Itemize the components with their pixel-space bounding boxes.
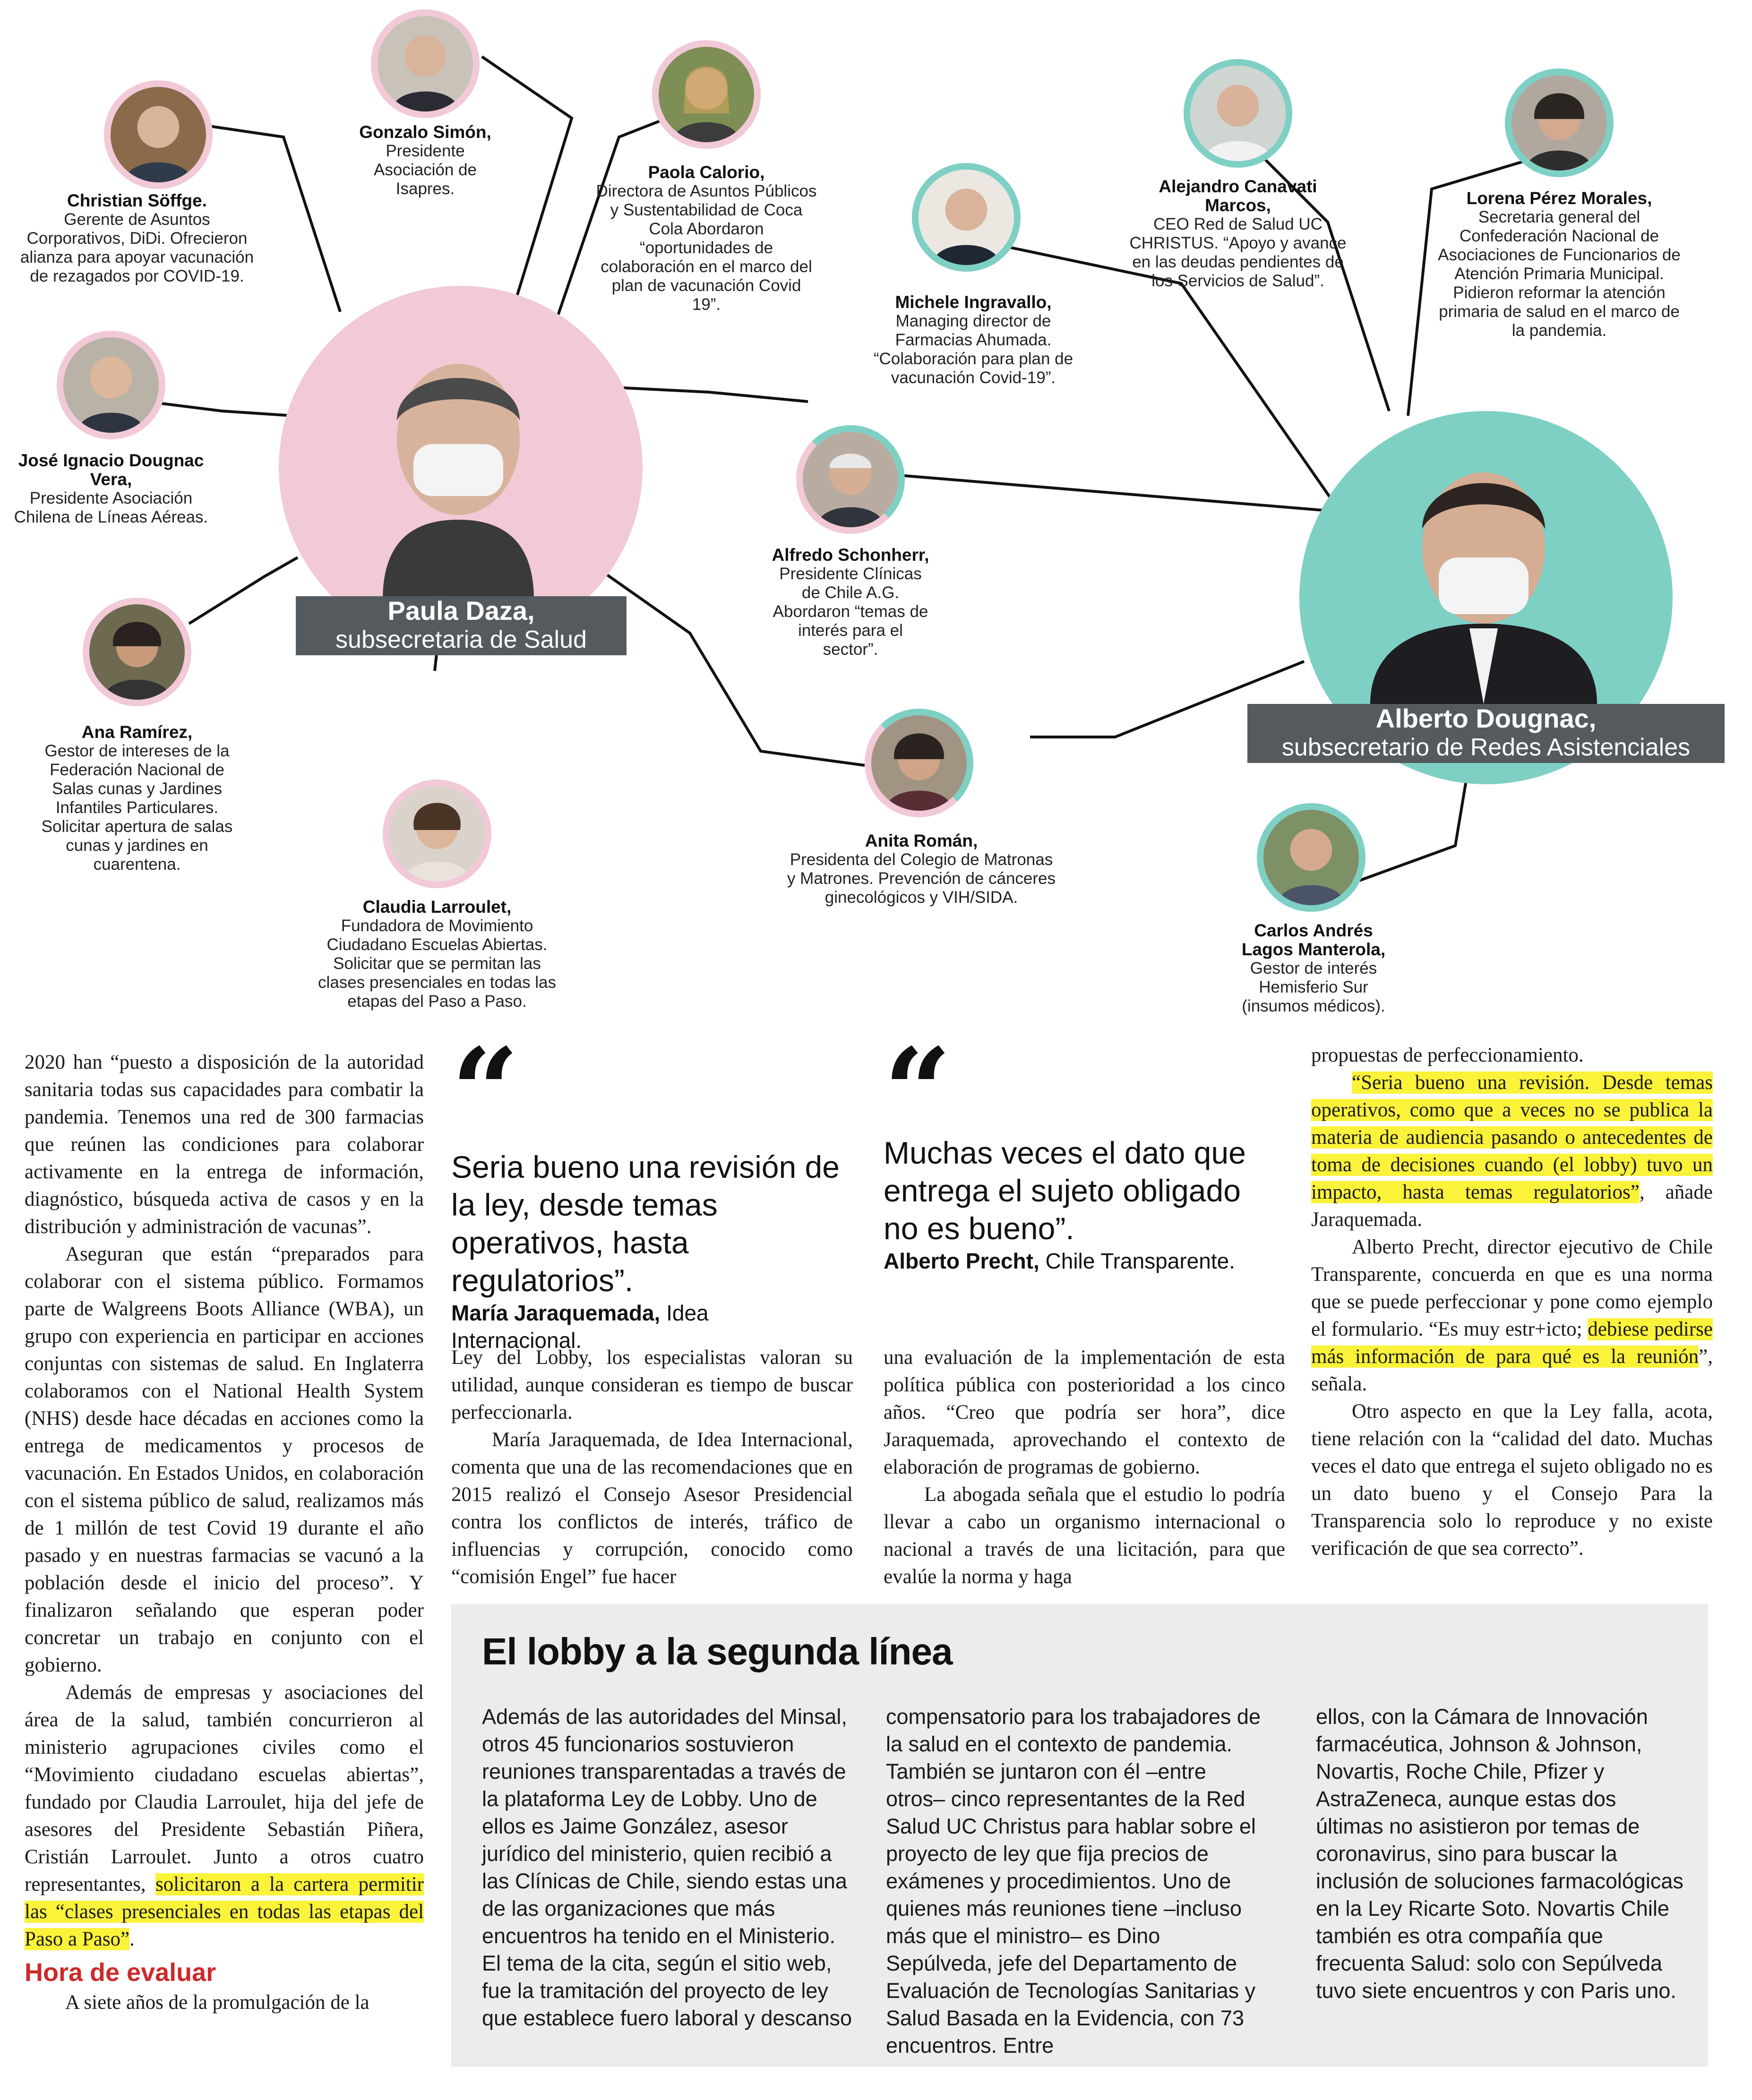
ingravallo-photo xyxy=(912,163,1021,272)
section-subhead: Hora de evaluar xyxy=(25,1958,216,1987)
quote-text: Muchas veces el dato que entrega el sujeto obligado no es bueno”. xyxy=(884,1135,1246,1246)
paragraph: Alberto Precht, director ejecutivo de Chile Transparente, concuerda en que es una norma que se puede perfeccionar y pone como ejemplo el formulario. “Es muy estr+icto; debiese pedirse más información de para qué es la reunión”, señala. xyxy=(1311,1236,1713,1395)
dougnac-vera-name: José Ignacio Dougnac Vera, xyxy=(18,451,204,489)
schonherr-name: Alfredo Schonherr, xyxy=(772,545,929,565)
calorio-name: Paola Calorio, xyxy=(648,163,765,182)
article-column-1 xyxy=(25,1049,424,2016)
simon-desc: Presidente Asociación de Isapres. xyxy=(374,142,477,198)
soffge-desc: Gerente de Asuntos Corporativos, DiDi. Ofrecieron alianza para apoyar vacunación de rezagados por COVID-19. xyxy=(20,210,254,285)
schonherr-photo xyxy=(796,425,905,534)
person-avatar-icon xyxy=(389,786,485,882)
box-column-2: compensatorio para los trabajadores de la salud en el contexto de pandemia. También se juntaron con él –entre otros– cinco representantes de la Red Salud UC Christus para hablar sobre el proyecto de ley que fija precios de exámenes y procedimientos. Uno de quienes más reuniones tiene –incluso más que el ministro– es Dino Sepúlveda, jefe del Departamento de Evaluación de Tecnologías Sanitarias y Salud Basada en la Evidencia, con 73 encuentros. Entre xyxy=(886,1705,1261,2057)
calorio-caption xyxy=(595,163,817,314)
ingravallo-desc: Managing director de Farmacias Ahumada. “Colaboración para plan de vacunación Covid-19”. xyxy=(873,312,1074,387)
calorio-desc: Directora de Asuntos Públicos y Sustentabilidad de Coca Cola Abordaron “oportunidades de colaboración en el marco del plan de vacunación Covid 19”. xyxy=(596,182,817,314)
calorio-photo xyxy=(652,40,761,149)
canavati-desc: CEO Red de Salud UC CHRISTUS. “Apoyo y avance en las deudas pendientes de los Servicios de Salud”. xyxy=(1129,215,1347,290)
simon-name: Gonzalo Simón, xyxy=(359,122,491,142)
lobby-network-graphic xyxy=(0,0,1752,1039)
quote-mark-icon: “ xyxy=(451,1022,519,1161)
daza-photo xyxy=(326,321,591,600)
highlighted-text: “Seria bueno una revisión. Desde temas operativos, como que a veces no se publica la materia de audiencia pasando o antecedentes de toma de decisiones cuando (el lobby) tuvo un impacto, hasta temas regulatorios” xyxy=(1311,1071,1713,1203)
dougnac-role: subsecretario de Redes Asistenciales xyxy=(1281,734,1691,761)
lagos-desc: Gestor de interés Hemisferio Sur (insumos médicos). xyxy=(1242,959,1385,1015)
canavati-caption xyxy=(1125,177,1351,291)
paragraph: A siete años de la promulgación de la xyxy=(65,1991,369,2014)
person-avatar-icon xyxy=(1263,810,1359,905)
highlighted-text: debiese pedirse más información de para qué es la reunión xyxy=(1311,1318,1713,1368)
person-avatar-icon xyxy=(63,337,159,433)
ramirez-photo xyxy=(83,598,191,706)
quote-text: Seria bueno una revisión de la ley, desde temas operativos, hasta regulatorios”. xyxy=(451,1149,840,1298)
larroulet-desc: Fundadora de Movimiento Ciudadano Escuelas Abiertas. Solicitar que se permitan las clases presenciales en todas las etapas del Paso a Paso. xyxy=(318,917,556,1011)
perez-desc: Secretaria general del Confederación Nacional de Asociaciones de Funcionarios de Atención Primaria Municipal. Pidieron reformar la atención primaria de salud en el marco de la pandemia. xyxy=(1438,208,1681,340)
soffge-name: Christian Söffge. xyxy=(67,191,207,210)
dougnac-name-bar xyxy=(1247,704,1725,763)
paragraph: propuestas de perfeccionamiento. xyxy=(1311,1044,1584,1066)
quote-attribution: María Jaraquemada, Idea Internacional. xyxy=(451,1301,709,1353)
dougnac-vera-desc: Presidente Asociación Chilena de Líneas Aéreas. xyxy=(14,489,208,526)
ingravallo-caption xyxy=(867,293,1080,387)
daza-name: Paula Daza, xyxy=(387,596,535,626)
ramirez-caption xyxy=(35,723,239,874)
simon-photo xyxy=(371,9,480,118)
person-avatar-icon xyxy=(111,87,206,182)
soffge-photo xyxy=(104,80,213,189)
person-avatar-icon xyxy=(378,16,473,111)
lagos-name: Carlos Andrés Lagos Manterola, xyxy=(1241,921,1386,959)
box-title: El lobby a la segunda línea xyxy=(482,1630,953,1672)
person-avatar-icon xyxy=(803,432,898,527)
canavati-name: Alejandro Canavati Marcos, xyxy=(1159,177,1317,215)
pull-quote-jaraquemada xyxy=(451,1022,843,1354)
roman-caption xyxy=(784,831,1058,907)
roman-photo xyxy=(865,709,973,817)
perez-photo xyxy=(1505,69,1614,177)
person-avatar-icon xyxy=(659,47,754,142)
paragraph: Ley del Lobby, los especialistas valoran su utilidad, aunque consideran es tiempo de buscar perfeccionarla. xyxy=(451,1346,853,1423)
pull-quote-precht xyxy=(884,1022,1276,1275)
quote-attribution: Alberto Precht, Chile Transparente. xyxy=(884,1249,1235,1273)
ramirez-name: Ana Ramírez, xyxy=(81,722,193,742)
larroulet-name: Claudia Larroulet, xyxy=(362,897,512,917)
quote-mark-icon: “ xyxy=(884,1022,952,1161)
person-avatar-icon xyxy=(1512,75,1607,171)
article-column-4 xyxy=(1311,1042,1713,1562)
paragraph: Además de empresas y asociaciones del área de la salud, también concurrieron al ministerio agrupaciones civiles como el “Movimiento ciudadano escuelas abiertas”, fundado por Claudia Larroulet, hija del jefe de asesores del Presidente Sebastián Piñera, Cristián Larroulet. Junto a otros cuatro representantes, solicitaron a la cartera permitir las “clases presenciales en todas las etapas del Paso a Paso”. xyxy=(25,1681,424,1950)
highlighted-text: solicitaron a la cartera permitir las “clases presenciales en todas las etapas del Paso a Paso” xyxy=(25,1873,424,1950)
perez-caption xyxy=(1436,189,1682,340)
larroulet-caption xyxy=(312,898,562,1011)
box-column-1: Además de las autoridades del Minsal, otros 45 funcionarios sostuvieron reuniones transparentadas a través de la plataforma Ley de Lobby. Uno de ellos es Jaime González, asesor jurídico del ministerio, quien recibió a las Clínicas de Chile, siendo estas una de las organizaciones que más encuentros ha tenido en el Ministerio. El tema de la cita, según el sitio web, fue la tramitación del proyecto de ley que establece fuero laboral y descanso xyxy=(482,1705,852,2030)
paragraph: La abogada señala que el estudio lo podría llevar a cabo un organismo internacional o nacional a través de una licitación, para que evalúe la norma y haga xyxy=(884,1483,1285,1588)
sidebar-box xyxy=(451,1604,1708,2067)
simon-caption xyxy=(345,123,506,198)
dougnac-vera-caption xyxy=(0,451,222,527)
person-silhouette-icon xyxy=(326,321,591,600)
lagos-photo xyxy=(1257,803,1366,912)
lagos-caption xyxy=(1228,921,1399,1016)
soffge-caption xyxy=(19,191,255,286)
box-column-3: ellos, con la Cámara de Innovación farmacéutica, Johnson & Johnson, Novartis, Roche Chile, Pfizer y AstraZeneca, aunque estas dos últimas no asistieron por temas de coronavirus, sino para buscar la inclusión de soluciones farmacológicas en la Ley Ricarte Soto. Novartis Chile también es otra compañía que frecuenta Salud: solo con Sepúlveda tuvo siete encuentros y con Paris uno. xyxy=(1316,1705,1683,2003)
paragraph: Aseguran que están “preparados para colaborar con el sistema público. Formamos parte de Walgreens Boots Alliance (WBA), un grupo con experiencia en participar en acciones conjuntas con sistemas de salud. En Inglaterra colaboramos con el National Health System (NHS) desde hace décadas en acciones como la entrega de medicamentos y procesos de vacunación. En Estados Unidos, en colaboración con el sistema público de salud, realizamos más de 1 millón de test Covid 19 durante el año pasado y en nuestras farmacias se vacunó a la población desde el inicio del proceso”. Y finalizaron señalando que esperan poder concretar un trabajo en conjunto con el gobierno. xyxy=(25,1243,424,1676)
daza-role: subsecretaria de Salud xyxy=(335,626,587,653)
person-avatar-icon xyxy=(919,170,1014,265)
schonherr-caption xyxy=(770,546,931,659)
larroulet-photo xyxy=(383,780,491,888)
canavati-photo xyxy=(1184,59,1292,168)
ingravallo-name: Michele Ingravallo, xyxy=(895,292,1052,312)
dougnac-vera-photo xyxy=(57,331,165,439)
article-column-2 xyxy=(451,1344,853,1591)
roman-desc: Presidenta del Colegio de Matronas y Matrones. Prevención de cánceres ginecológicos y VIH/SIDA. xyxy=(787,850,1056,907)
schonherr-desc: Presidente Clínicas de Chile A.G. Abordaron “temas de interés para el sector”. xyxy=(773,565,928,659)
perez-name: Lorena Pérez Morales, xyxy=(1466,189,1652,208)
paragraph: una evaluación de la implementación de esta política pública con posterioridad a los cinco años. “Creo que podría ser hora”, dice Jaraquemada, aprovechando el contexto de elaboración de programas de gobierno. xyxy=(884,1346,1285,1478)
paragraph: Otro aspecto en que la Ley falla, acota, tiene relación con la “calidad del dato. Muchas veces el dato que entrega el sujeto obligado no es un dato bueno y el Consejo Para la Transparencia solo lo reproduce y no existe verificación de que sea correcto”. xyxy=(1311,1400,1713,1560)
dougnac-photo xyxy=(1337,439,1630,704)
paragraph: María Jaraquemada, de Idea Internacional, comenta que una de las recomendaciones que en 2015 realizó el Consejo Asesor Presidencial contra los conflictos de interés, tráfico de influencias y corrupción, conocido como “comisión Engel” fue hacer xyxy=(451,1429,853,1588)
roman-name: Anita Román, xyxy=(865,831,978,850)
person-avatar-icon xyxy=(1190,66,1286,161)
daza-name-bar xyxy=(296,596,627,655)
person-avatar-icon xyxy=(89,604,185,700)
paragraph: “Seria bueno una revisión. Desde temas operativos, como que a veces no se publica la materia de audiencia pasando o antecedentes de toma de decisiones cuando (el lobby) tuvo un impacto, hasta temas regulatorios”, añade Jaraquemada. xyxy=(1311,1071,1713,1231)
article-column-3 xyxy=(884,1344,1285,1591)
ramirez-desc: Gestor de intereses de la Federación Nacional de Salas cunas y Jardines Infantiles Particulares. Solicitar apertura de salas cunas y jardines en cuarentena. xyxy=(41,742,233,874)
dougnac-name: Alberto Dougnac, xyxy=(1375,703,1597,733)
person-avatar-icon xyxy=(871,715,967,811)
paragraph: 2020 han “puesto a disposición de la autoridad sanitaria todas sus capacidades para combatir la pandemia. Tenemos una red de 300 farmacias que reúnen las condiciones para colaborar activamente en la entrega de información, diagnóstico, búsqueda activa de casos y en la distribución y administración de vacunas”. xyxy=(25,1051,424,1238)
person-silhouette-icon xyxy=(1337,439,1630,704)
